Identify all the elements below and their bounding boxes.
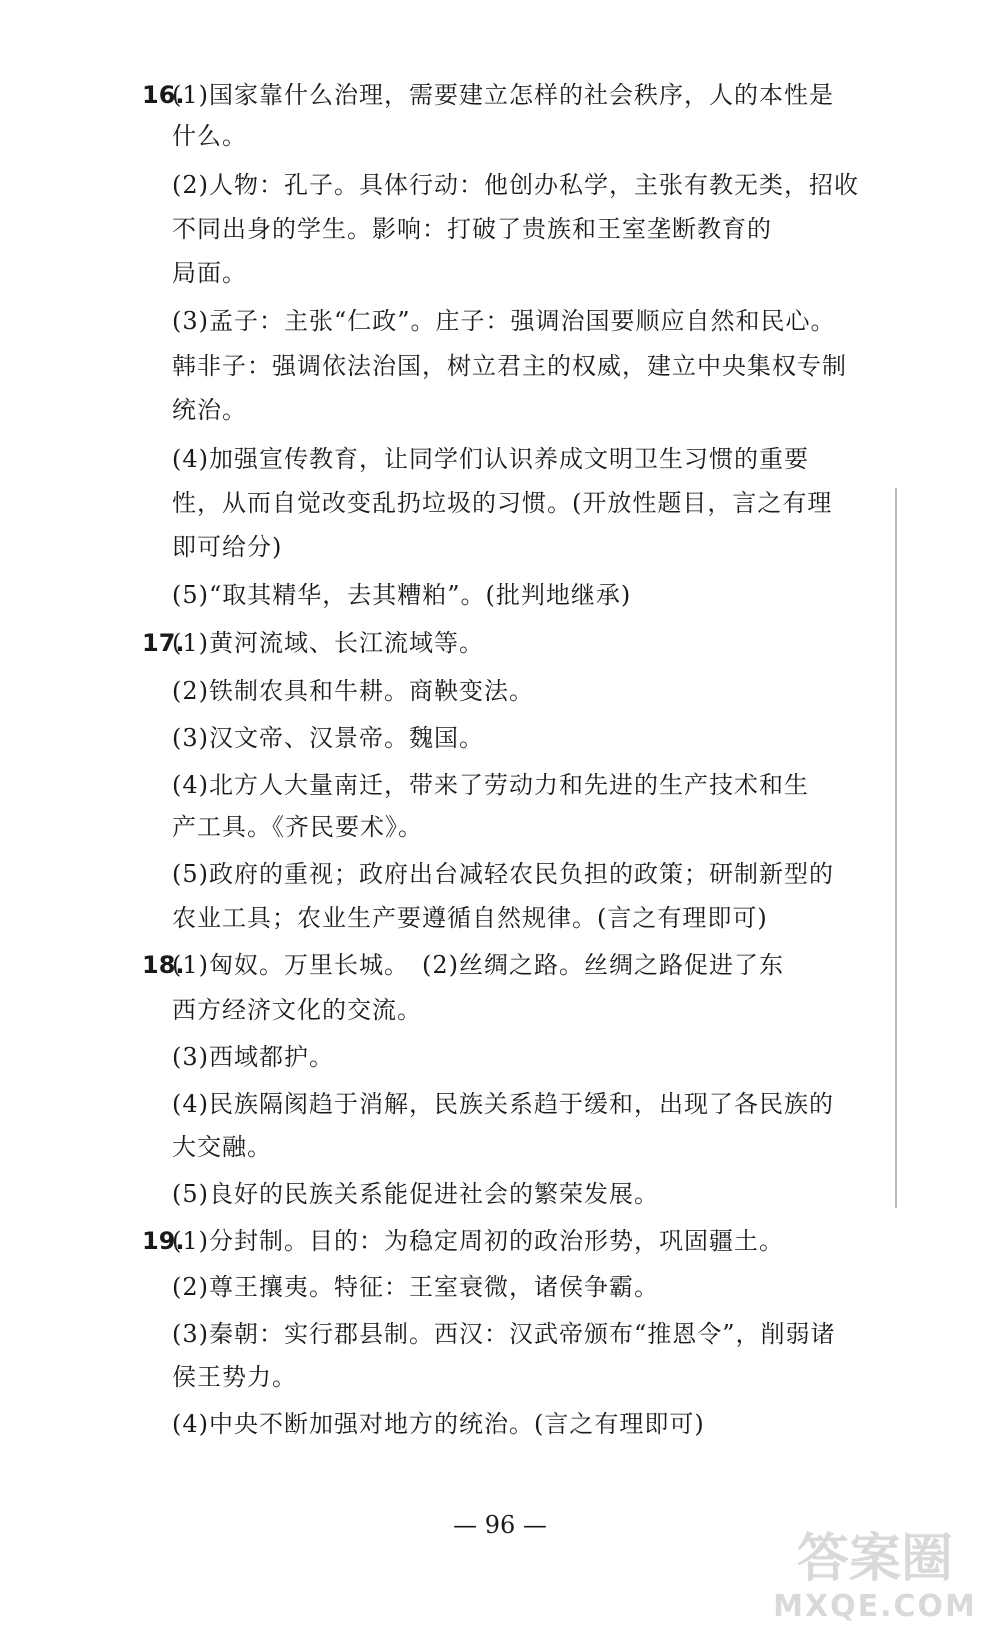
answer-line: 侯王势力。 <box>172 1363 297 1391</box>
answer-line: 什么。 <box>172 122 247 150</box>
answer-line: 韩非子：强调依法治国，树立君主的权威，建立中央集权专制 <box>172 352 847 380</box>
answer-line: (1)匈奴。万里长城。 (2)丝绸之路。丝绸之路促进了东 <box>172 951 784 979</box>
answer-line: (2)人物：孔子。具体行动：他创办私学，主张有教无类，招收 <box>172 171 859 199</box>
question-number-18: 18. <box>142 951 185 979</box>
answer-line: (1)国家靠什么治理，需要建立怎样的社会秩序，人的本性是 <box>172 81 834 109</box>
watermark-url: MXQE.COM <box>773 1589 977 1624</box>
answer-line: 局面。 <box>172 259 247 287</box>
answer-line: 大交融。 <box>172 1133 272 1161</box>
watermark-logo <box>770 1529 980 1639</box>
answer-line: 统治。 <box>172 396 247 424</box>
binding-margin-line <box>895 488 897 1208</box>
answer-line: (1)分封制。目的：为稳定周初的政治形势，巩固疆土。 <box>172 1227 784 1255</box>
question-number-16: 16. <box>142 81 185 109</box>
answer-line: 西方经济文化的交流。 <box>172 996 422 1024</box>
answer-line: (1)黄河流域、长江流域等。 <box>172 629 484 657</box>
answer-line: (5)“取其精华，去其糟粕”。(批判地继承) <box>172 581 632 609</box>
answer-line: (5)政府的重视；政府出台减轻农民负担的政策；研制新型的 <box>172 860 834 888</box>
answer-line: (2)尊王攘夷。特征：王室衰微，诸侯争霸。 <box>172 1273 659 1301</box>
question-number-17: 17. <box>142 629 185 657</box>
answer-line: (4)北方人大量南迁，带来了劳动力和先进的生产技术和生 <box>172 771 809 799</box>
answer-line: (4)加强宣传教育，让同学们认识养成文明卫生习惯的重要 <box>172 445 809 473</box>
watermark-title: 答案圈 <box>796 1529 953 1589</box>
answer-line: (3)汉文帝、汉景帝。魏国。 <box>172 724 484 752</box>
answer-line: (4)中央不断加强对地方的统治。(言之有理即可) <box>172 1410 705 1438</box>
question-number-19: 19. <box>142 1227 185 1255</box>
answer-line: 农业工具；农业生产要遵循自然规律。(言之有理即可) <box>172 904 768 932</box>
answer-line: (5)良好的民族关系能促进社会的繁荣发展。 <box>172 1180 659 1208</box>
answer-line: (3)秦朝：实行郡县制。西汉：汉武帝颁布“推恩令”，削弱诸 <box>172 1320 836 1348</box>
answer-line: 性，从而自觉改变乱扔垃圾的习惯。(开放性题目，言之有理 <box>172 489 833 517</box>
answer-line: 产工具。《齐民要术》。 <box>172 813 423 841</box>
answer-line: (4)民族隔阂趋于消解，民族关系趋于缓和，出现了各民族的 <box>172 1090 834 1118</box>
answer-line: (2)铁制农具和牛耕。商鞅变法。 <box>172 677 534 705</box>
answer-line: (3)孟子：主张“仁政”。庄子：强调治国要顺应自然和民心。 <box>172 307 836 335</box>
answer-line: 不同出身的学生。影响：打破了贵族和王室垄断教育的 <box>172 215 772 243</box>
answer-line: (3)西域都护。 <box>172 1043 334 1071</box>
answer-line: 即可给分) <box>172 533 283 561</box>
page-number: — 96 — <box>453 1511 547 1539</box>
